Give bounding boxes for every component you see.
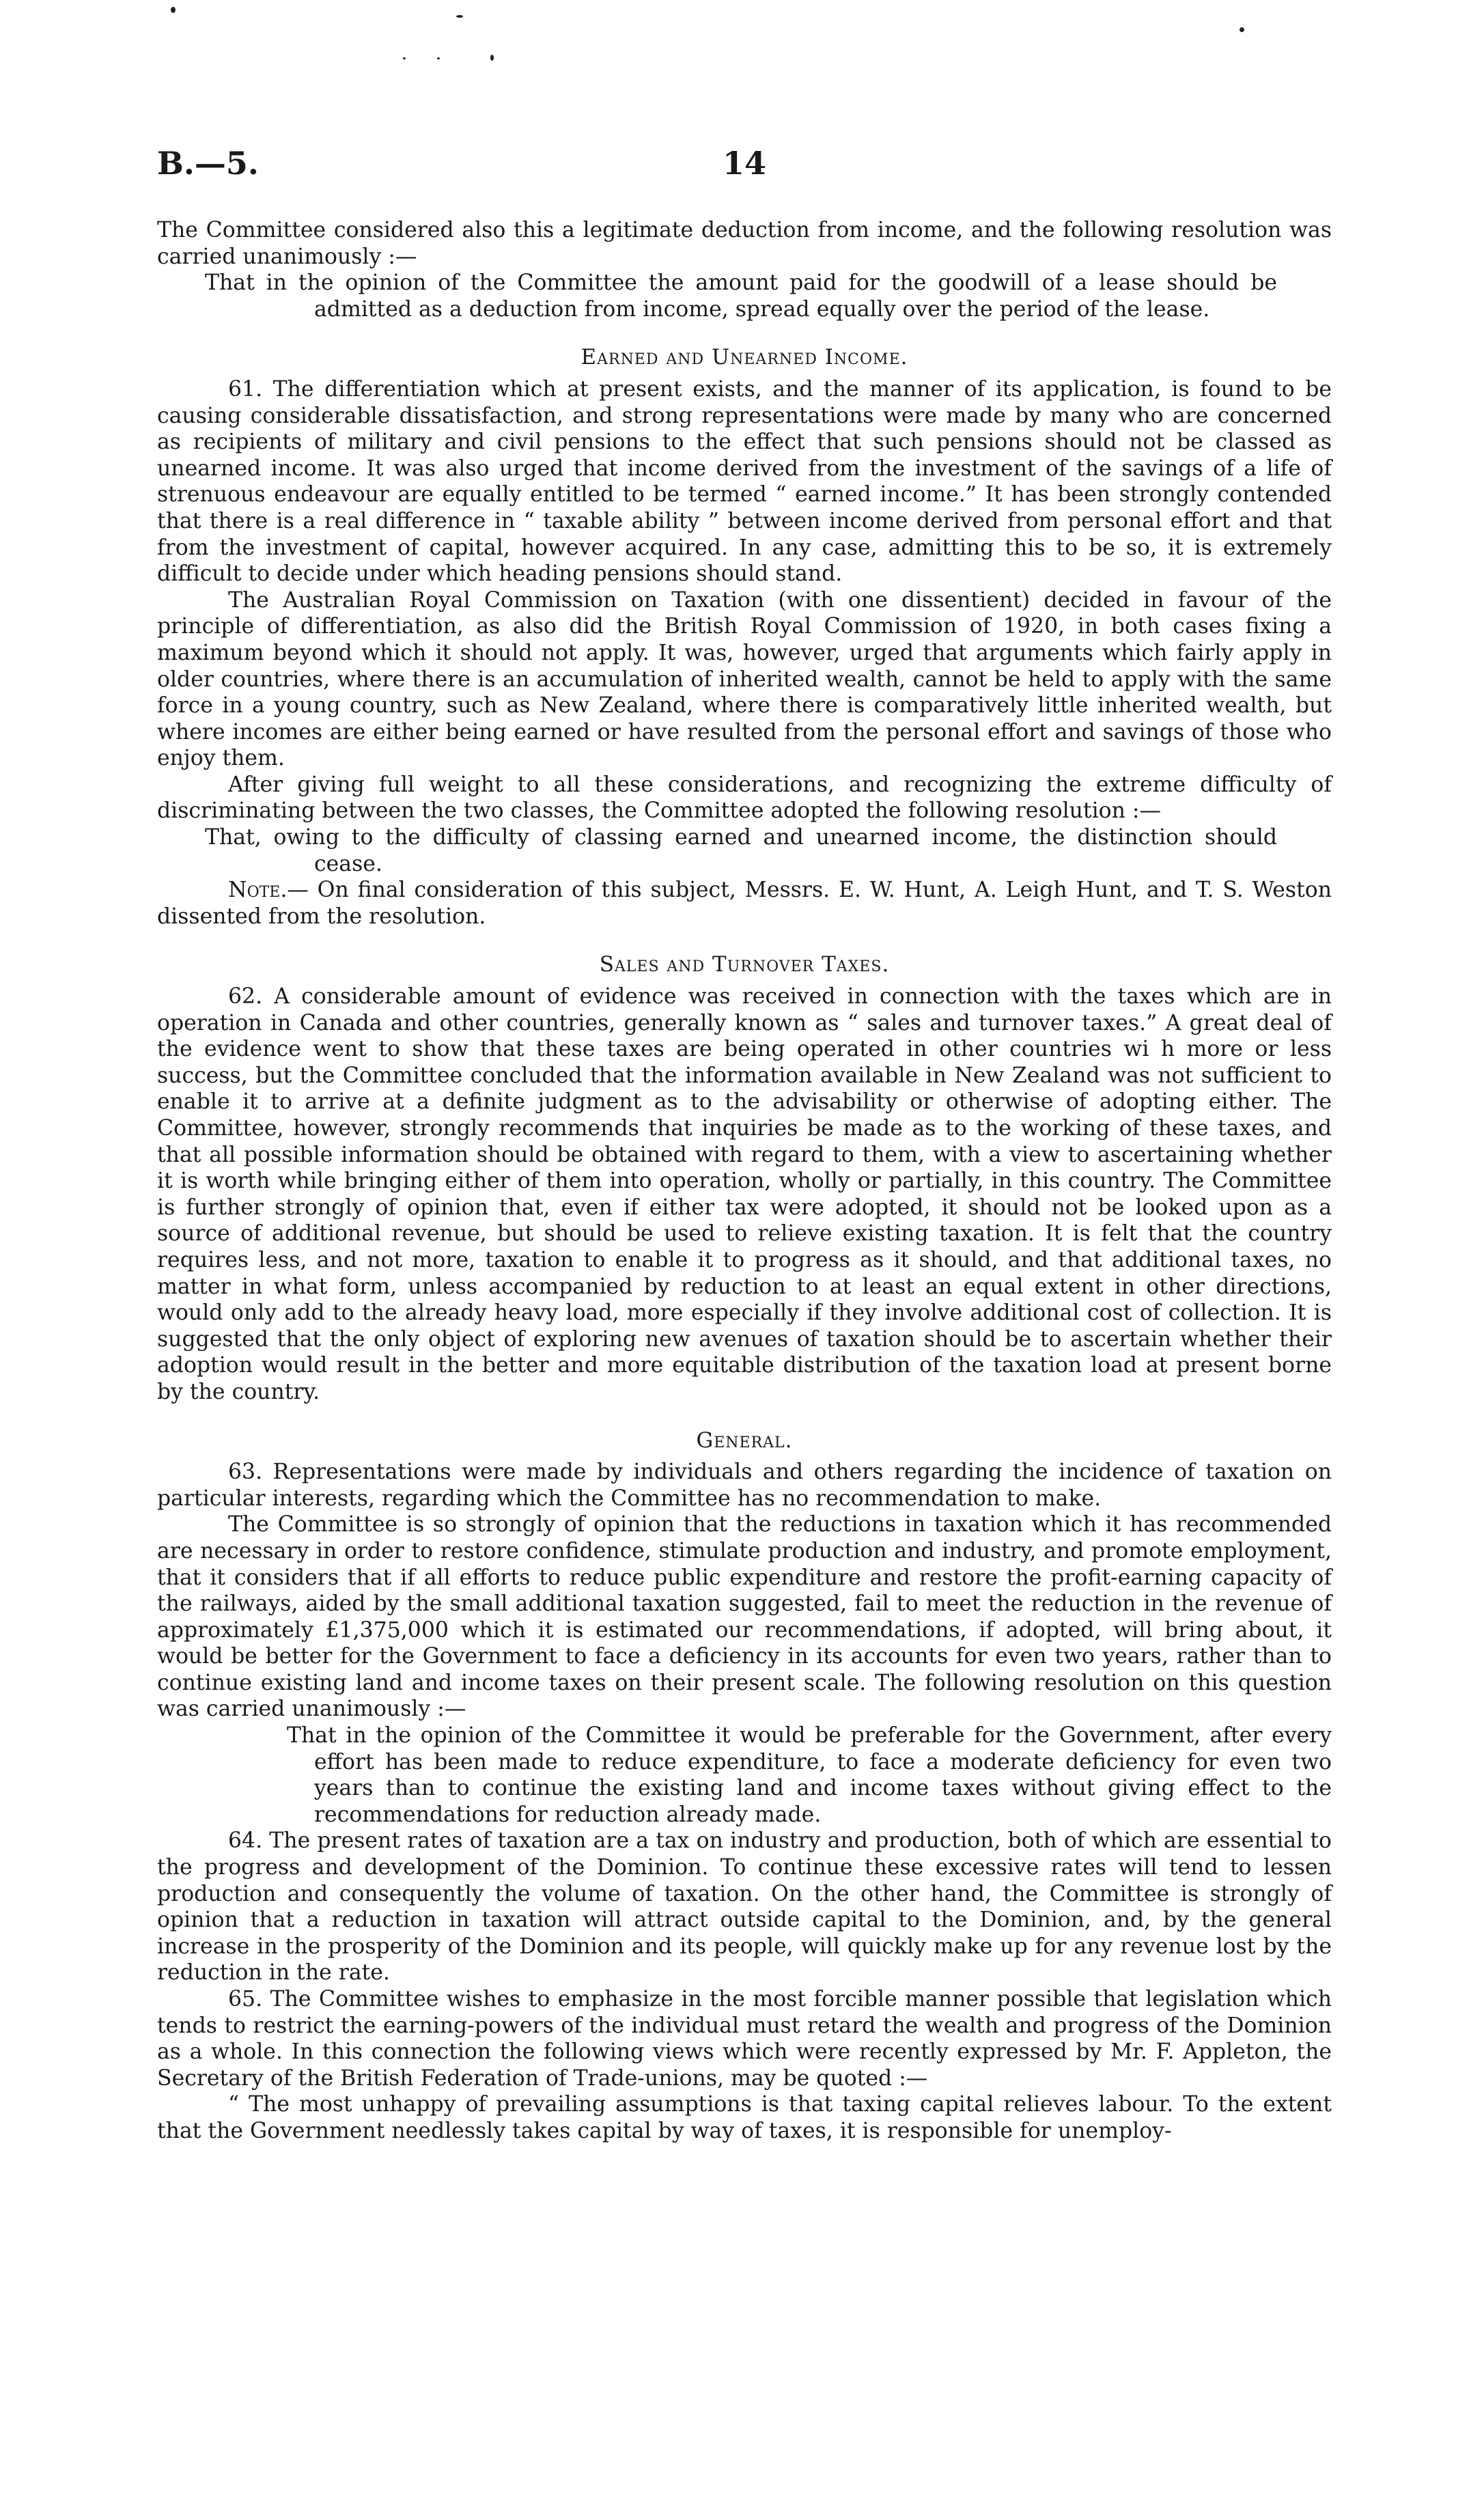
document-body [157,217,1332,2145]
note-dissent [157,877,1332,930]
quotation-appleton: “ The most unhappy of prevailing assumptions is that taxing capital relieves labour. To the extent that the Government needlessly takes capital by way of taxes, it is responsible for unemploy- [157,2092,1332,2143]
print-speck [437,57,440,59]
print-speck [1240,27,1244,32]
note-text: — On final consideration of this subject, Messrs. E. W. Hunt, A. Leigh Hunt, and T. S. Weston dissented from the resolution. [157,878,1332,929]
paragraph-65: 65. The Committee wishes to emphasize in the most forcible manner possible that legislation which tends to restrict the earning-powers of the individual must retard the wealth and progress of the Dominion as a whole. In this connection the following views which were recently expressed by Mr. F. Appleton, the Secretary of the British Federation of Trade-unions, may be quoted :— [157,1987,1332,2091]
print-speck [456,15,463,18]
paragraph-australian-commission: The Australian Royal Commission on Taxation (with one dissentient) decided in favour of the principle of differentiation, as also did the British Royal Commission of 1920, in both cases fixing a maximum beyond which it should not apply. It was, however, urged that arguments which fairly apply in older countries, where there is an accumulation of inherited wealth, cannot be held to apply with the same force in a young country, such as New Zealand, where there is comparatively little inherited wealth, but where incomes are either being earned or have resulted from the personal effort and savings of those who enjoy them. [157,587,1332,771]
page-number: 14 [722,145,766,182]
document-code: B.—5. [157,145,259,182]
print-speck [171,7,176,13]
print-speck [490,55,494,61]
resolution-deficiency: That in the opinion of the Committee it would be preferable for the Government, after every effort has been made to reduce expenditure, to face a moderate deficiency for even two years than to continue the existing land and income taxes without giving effect to the recommendations for reduction already made. [287,1723,1332,1827]
page-header [157,145,1332,193]
paragraph-64: 64. The present rates of taxation are a tax on industry and production, both of which are essential to the progress and development of the Dominion. To continue these excessive rates will tend to lessen production and consequently the volume of taxation. On the other hand, the Committee is strongly of opinion that a reduction in taxation will attract outside capital to the Dominion, and, by the general increase in the prosperity of the Dominion and its people, will quickly make up for any revenue lost by the reduction in the rate. [157,1828,1332,1986]
paragraph-62: 62. A considerable amount of evidence was received in connection with the taxes which are in operation in Canada and other countries, generally known as “ sales and turnover taxes.” A great deal of the evidence went to show that these taxes are being operated in other countries wi h more or less success, but the Committee concluded that the information available in New Zealand was not sufficient to enable it to arrive at a definite judgment as to the advisability or otherwise of adopting either. The Committee, however, strongly recommends that inquiries be made as to the working of these taxes, and that all possible information should be obtained with regard to them, with a view to ascertaining whether it is worth while bringing either of them into operation, wholly or partially, in this country. The Committee is further strongly of opinion that, even if either tax were adopted, it should not be looked upon as a source of additional revenue, but should be used to relieve existing taxation. It is felt that the country requires less, and not more, taxation to enable it to progress as it should, and that additional taxes, no matter in what form, unless accompanied by reduction to at least an equal extent in other directions, would only add to the already heavy load, more especially if they involve additional cost of collection. It is suggested that the only object of exploring new avenues of taxation should be to ascertain whether their adoption would result in the better and more equitable distribution of the taxation load at present borne by the country. [157,984,1332,1404]
heading-earned-unearned: Earned and Unearned Income. [580,345,908,370]
print-speck [403,57,406,59]
note-label: Note. [228,878,288,903]
paragraph-after-consideration: After giving full weight to all these considerations, and recognizing the extreme difficulty of discriminating between the two classes, the Committee adopted the following resolution :— [157,772,1332,824]
paragraph-committee-opinion: The Committee is so strongly of opinion that the reductions in taxation which it has recommended are necessary in order to restore confidence, stimulate production and industry, and promote employment, that it considers that if all efforts to reduce public expenditure and restore the profit-earning capacity of the railways, aided by the small additional taxation suggested, fail to meet the reduction in the revenue of approximately £1,375,000 which it is estimated our recommendations, if adopted, will bring about, it would be better for the Government to face a deficiency in its accounts for even two years, rather than to continue existing land and income taxes on their present scale. The following resolution on this question was carried unanimously :— [157,1512,1332,1722]
paragraph-intro: The Committee considered also this a legitimate deduction from income, and the following resolution was carried unanimously :— [157,218,1332,269]
resolution-distinction-cease: That, owing to the difficulty of classing earned and unearned income, the distinction should cease. [205,825,1277,876]
paragraph-63: 63. Representations were made by individuals and others regarding the incidence of taxation on particular interests, regarding which the Committee has no recommendation to make. [157,1460,1332,1511]
heading-general: General. [696,1427,793,1453]
resolution-goodwill: That in the opinion of the Committee the amount paid for the goodwill of a lease should be admitted as a deduction from income, spread equally over the period of the lease. [205,270,1277,322]
paragraph-61: 61. The differentiation which at present exists, and the manner of its application, is found to be causing considerable dissatisfaction, and strong representations were made by many who are concerned as recipients of military and civil pensions to the effect that such pensions should not be classed as unearned income. It was also urged that income derived from the investment of the savings of a life of strenuous endeavour are equally entitled to be termed “ earned income.” It has been strongly contended that there is a real difference in “ taxable ability ” between income derived from personal effort and that from the investment of capital, however acquired. In any case, admitting this to be so, it is extremely difficult to decide under which heading pensions should stand. [157,376,1332,587]
heading-sales-turnover: Sales and Turnover Taxes. [599,952,890,977]
